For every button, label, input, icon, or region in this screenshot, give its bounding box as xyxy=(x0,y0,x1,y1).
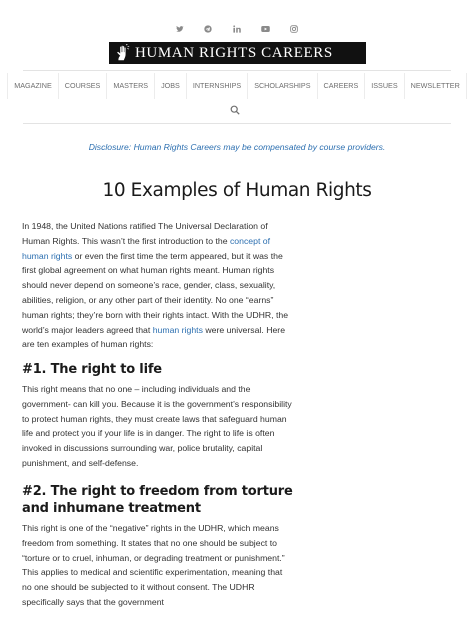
main-navigation xyxy=(14,70,460,124)
nav-item-jobs[interactable]: JOBS xyxy=(155,73,187,99)
telegram-icon[interactable] xyxy=(201,23,215,37)
section-text-2: This right is one of the “negative” rights in the UDHR, which means freedom from something. It states that no one should be subject to “torture or to cruel, inhuman, or degrading treatment or punishment.” This applies to medical and scientific experimentation, meaning that no one should be subjected to it without consent. The UDHR specifically says that the government xyxy=(22,523,285,607)
nav-item-masters[interactable]: MASTERS xyxy=(107,73,155,99)
intro-text-3: were universal. Here are ten examples of human rights: xyxy=(22,324,286,350)
social-links xyxy=(0,23,474,37)
disclosure-note: Disclosure: Human Rights Careers may be compensated by course providers. xyxy=(88,142,386,152)
search-icon[interactable] xyxy=(230,102,244,116)
twitter-icon[interactable] xyxy=(173,23,187,37)
section-heading-1: #1. The right to life xyxy=(22,362,162,377)
linkedin-icon[interactable] xyxy=(230,23,244,37)
nav-item-careers[interactable]: CAREERS xyxy=(318,73,366,99)
nav-item-newsletter[interactable]: NEWSLETTER xyxy=(405,73,467,99)
intro-text-2: or even the first time the term appeared, but it was the first global agreement on what human rights meant. Human rights should never depend on someone’s race, gender, class, sexuality, abilities, religion, or any other part of their identity. No one “earns” human rights; they’re born with their rights intact. With the UDHR, the world’s major leaders agreed that xyxy=(22,250,289,335)
intro-text-1: In 1948, the United Nations ratified The Universal Declaration of Human Rights. This wasn’t the first introduction to the xyxy=(22,221,268,246)
section-text-1: This right means that no one – including individuals and the government- can kill you. Because it is the government’s responsibility to protect human rights, they must create laws that safeguard human life and protect you if your life is in danger. The right to life is often invoked in discussions surrounding war, police brutality, capital punishment, and self-defense. xyxy=(22,384,292,468)
nav-menu xyxy=(14,73,460,99)
concept-of-human-rights-link[interactable]: concept of human rights xyxy=(22,235,271,261)
article-title: 10 Examples of Human Rights xyxy=(102,180,372,201)
human-rights-link[interactable]: human rights xyxy=(152,324,203,335)
logo-text: HUMAN RIGHTS CAREERS xyxy=(135,45,333,61)
nav-item-scholarships[interactable]: SCHOLARSHIPS xyxy=(248,73,317,99)
nav-item-internships[interactable]: INTERNSHIPS xyxy=(187,73,248,99)
nav-item-courses[interactable]: COURSES xyxy=(59,73,108,99)
nav-item-magazine[interactable]: MAGAZINE xyxy=(7,73,59,99)
instagram-icon[interactable] xyxy=(287,23,301,37)
section-heading-2: #2. The right to freedom from torture and inhumane treatment xyxy=(22,484,293,516)
youtube-icon[interactable] xyxy=(259,23,273,37)
nav-item-issues[interactable]: ISSUES xyxy=(365,73,404,99)
logo-hand-icon xyxy=(109,42,135,64)
site-logo[interactable] xyxy=(109,42,366,64)
intro-paragraph xyxy=(22,219,294,352)
